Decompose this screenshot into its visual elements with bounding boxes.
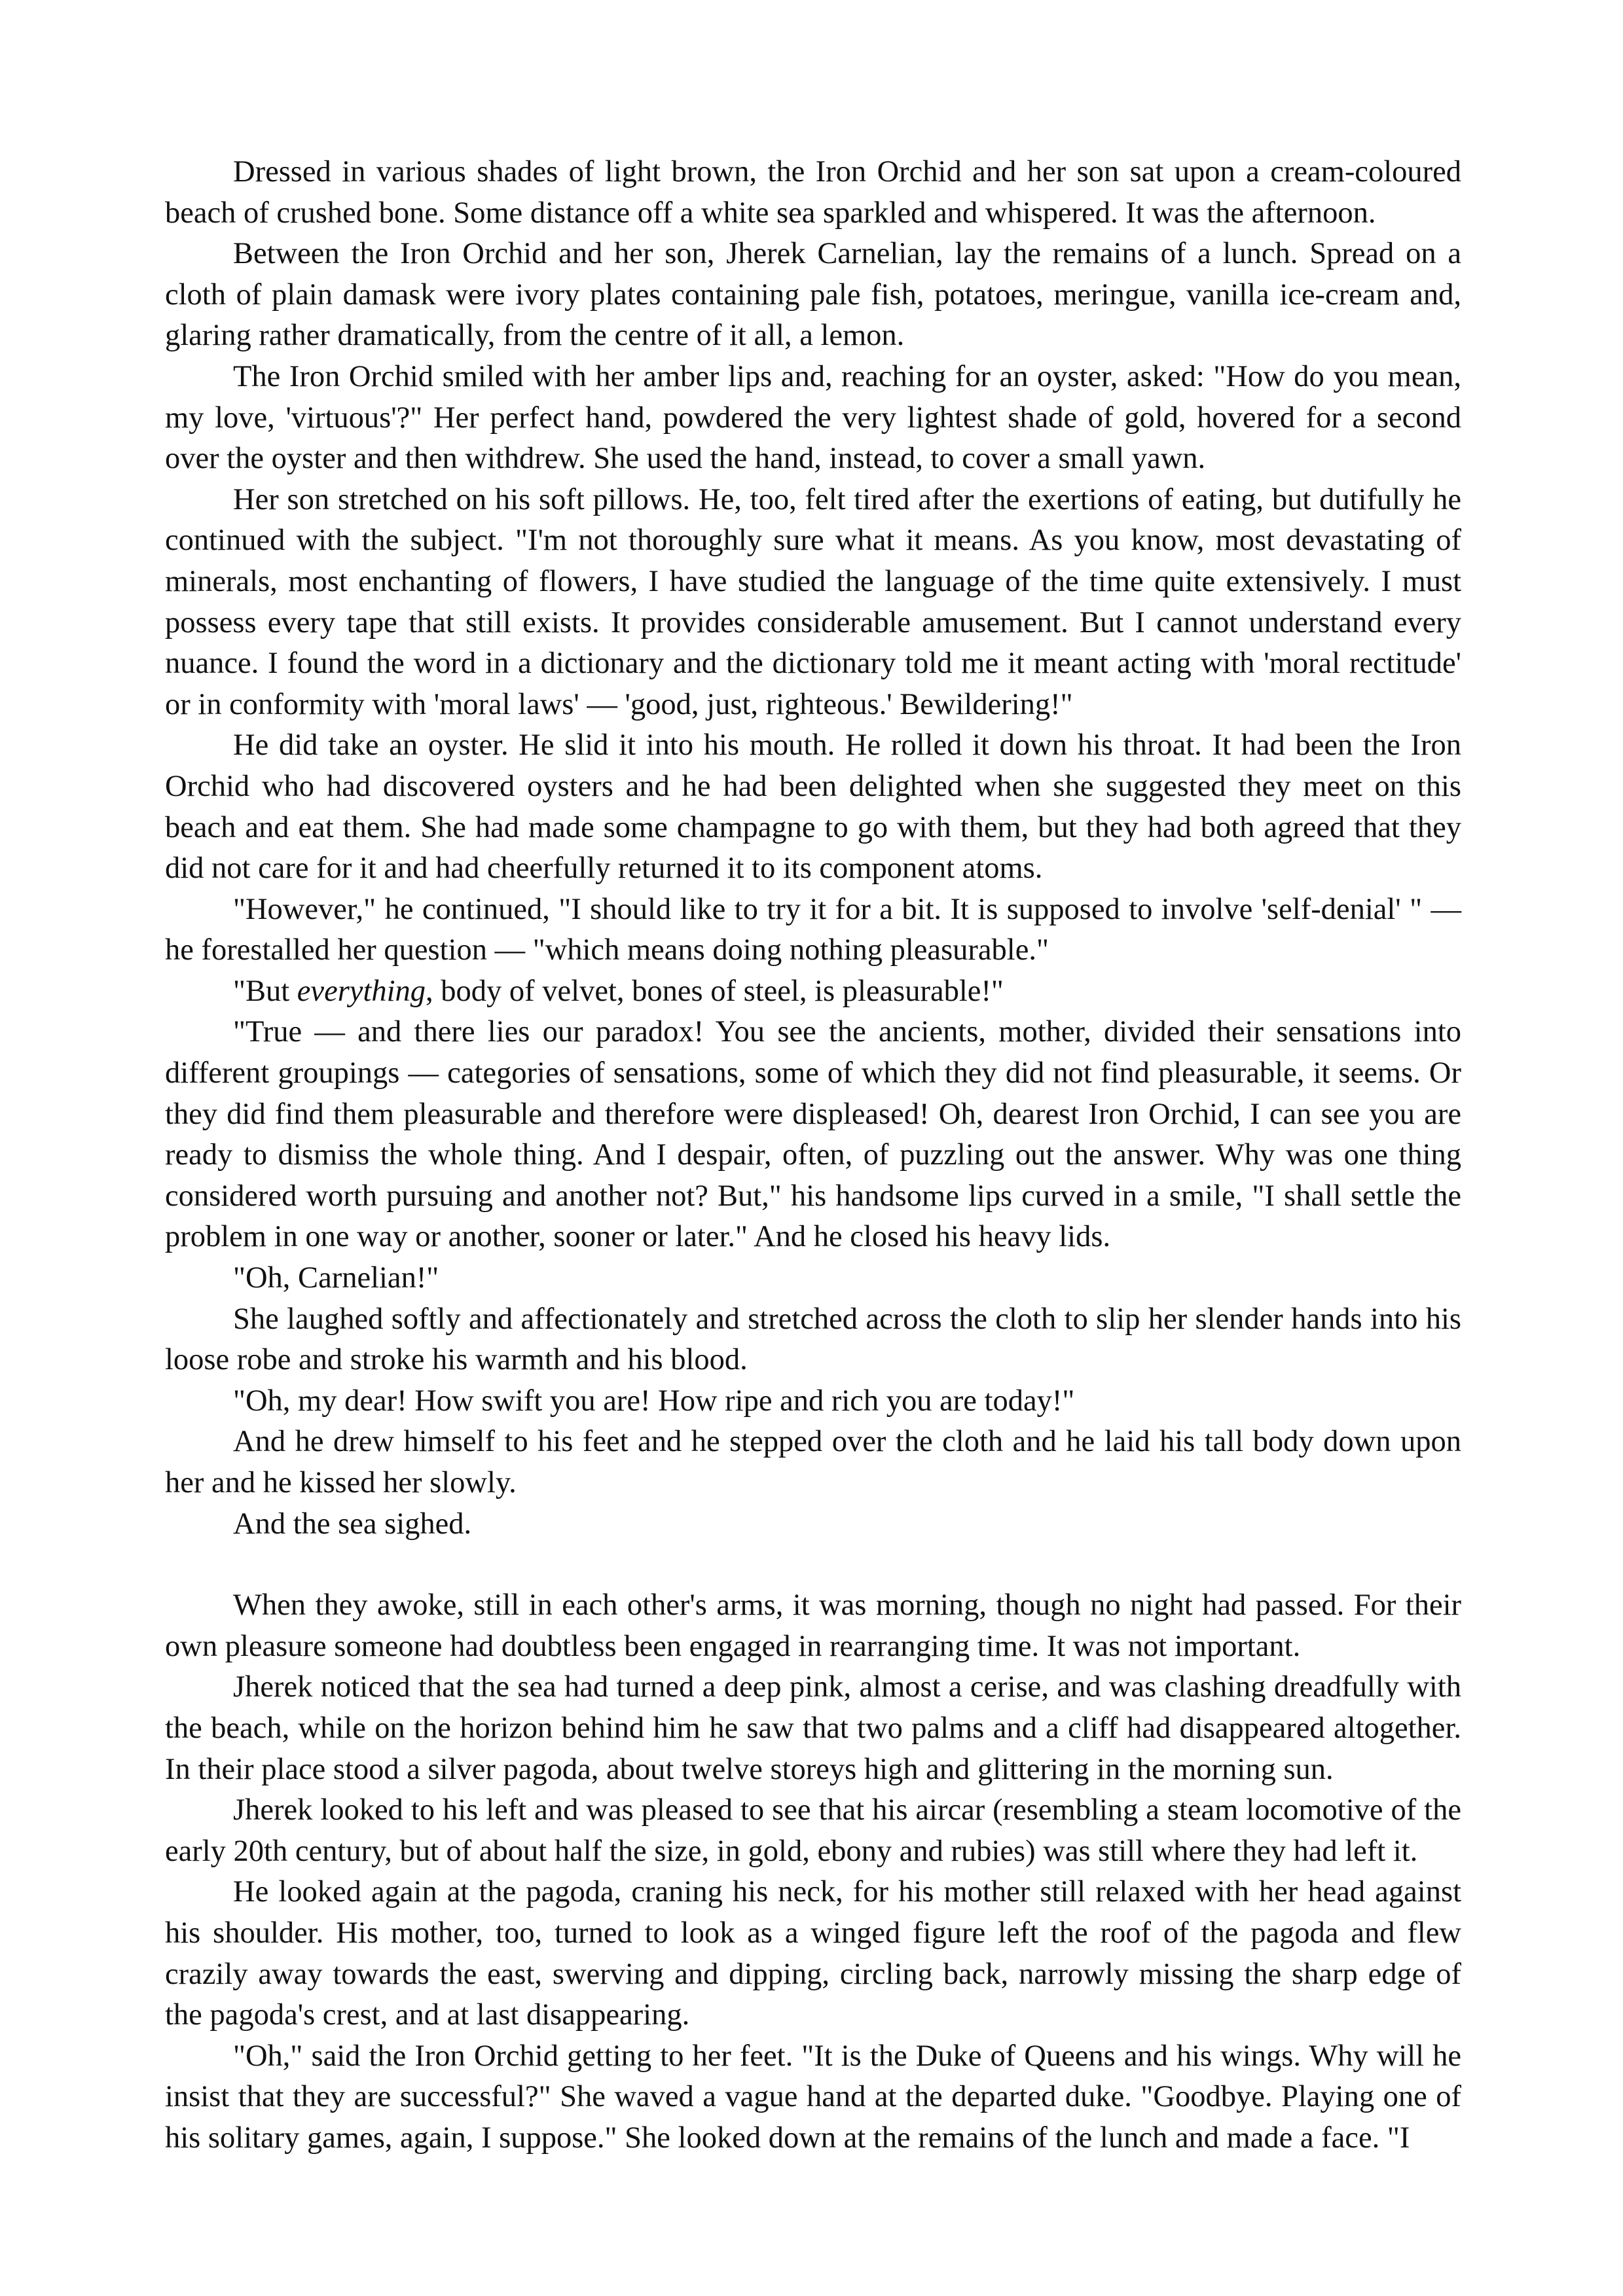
paragraph-text: Her son stretched on his soft pillows. He, too, felt tired after the exertions of eating, but dutifully he continued with the subject. "I'm not thoroughly sure what it means. As you know, most devastating of minerals, most enchanting of flowers, I have studied the language of the time quite extensively. I must possess every tape that still exists. It provides considerable amusement. But I cannot understand every nuance. I found the word in a dictionary and the dictionary told me it meant acting with 'moral rectitude' or in conformity with 'moral laws' — 'good, just, righteous.' Bewildering!" xyxy=(165,482,1461,721)
paragraph xyxy=(165,971,1461,1013)
document-page xyxy=(165,152,1461,2159)
paragraph xyxy=(165,1381,1461,1422)
paragraph-text: The Iron Orchid smiled with her amber lips and, reaching for an oyster, asked: "How do you mean, my love, 'virtuous'?" Her perfect hand, powdered the very lightest shade of gold, hovered for a second over the oyster and then withdrew. She used the hand, instead, to cover a small yawn. xyxy=(165,359,1461,476)
paragraph xyxy=(165,889,1461,971)
paragraph-text: "Oh, Carnelian!" xyxy=(233,1261,439,1295)
paragraph-text: "Oh, my dear! How swift you are! How ripe and rich you are today!" xyxy=(233,1384,1075,1418)
paragraph-text: He did take an oyster. He slid it into his mouth. He rolled it down his throat. It had been the Iron Orchid who had discovered oysters and he had been delighted when she suggested they meet on this beach and eat them. She had made some champagne to go with them, but they had both agreed that they did not care for it and had cheerfully returned it to its component atoms. xyxy=(165,728,1461,886)
paragraph-text: "True — and there lies our paradox! You see the ancients, mother, divided their sensations into different groupings — categories of sensations, some of which they did not find pleasurable, it seems. Or they did find them pleasurable and therefore were displeased! Oh, dearest Iron Orchid, I can see you are ready to dismiss the whole thing. And I despair, often, of puzzling out the answer. Why was one thing considered worth pursuing and another not? But," his handsome lips curved in a smile, "I shall settle the problem in one way or another, sooner or later." And he closed his heavy lids. xyxy=(165,1015,1461,1254)
emphasized-word: everything xyxy=(297,974,426,1008)
paragraph xyxy=(165,1422,1461,1503)
paragraph-text: And he drew himself to his feet and he stepped over the cloth and he laid his tall body down upon her and he kissed her slowly. xyxy=(165,1425,1461,1499)
paragraph xyxy=(165,1504,1461,1545)
paragraph-text: When they awoke, still in each other's arms, it was morning, though no night had passed. For their own pleasure someone had doubtless been engaged in rearranging time. It was not important. xyxy=(165,1588,1461,1663)
paragraph xyxy=(165,1872,1461,2036)
paragraph xyxy=(165,725,1461,889)
paragraph-text: Jherek noticed that the sea had turned a deep pink, almost a cerise, and was clashing dreadfully with the beach, while on the horizon behind him he saw that two palms and a cliff had disappeared altogether. In their place stood a silver pagoda, about twelve storeys high and glittering in the morning sun. xyxy=(165,1670,1461,1786)
paragraph xyxy=(165,1012,1461,1258)
paragraph xyxy=(165,234,1461,357)
paragraph-text: Jherek looked to his left and was pleased to see that his aircar (resembling a steam locomotive of the early 20th century, but of about half the size, in gold, ebony and rubies) was still where they had left it. xyxy=(165,1793,1461,1868)
paragraph xyxy=(165,1585,1461,1667)
paragraph-text: Between the Iron Orchid and her son, Jherek Carnelian, lay the remains of a lunch. Spread on a cloth of plain damask were ivory plates containing pale fish, potatoes, meringue, vanilla ice-cream and, glaring rather dramatically, from the centre of it all, a lemon. xyxy=(165,237,1461,353)
paragraph-text: Dressed in various shades of light brown, the Iron Orchid and her son sat upon a cream-coloured beach of crushed bone. Some distance off a white sea sparkled and whispered. It was the afternoon. xyxy=(165,155,1461,230)
paragraph-text: And the sea sighed. xyxy=(233,1507,472,1541)
paragraph xyxy=(165,480,1461,726)
paragraph-text: "But xyxy=(233,974,297,1008)
paragraph xyxy=(165,2036,1461,2159)
paragraph-text: He looked again at the pagoda, craning his neck, for his mother still relaxed with her head against his shoulder. His mother, too, turned to look as a winged figure left the roof of the pagoda and flew crazily away towards the east, swerving and dipping, circling back, narrowly missing the sharp edge of the pagoda's crest, and at last disappearing. xyxy=(165,1875,1461,2032)
paragraph xyxy=(165,152,1461,234)
paragraph-text: , body of velvet, bones of steel, is pleasurable!" xyxy=(426,974,1004,1008)
paragraph xyxy=(165,357,1461,480)
paragraph xyxy=(165,1299,1461,1381)
paragraph-text: "Oh," said the Iron Orchid getting to her feet. "It is the Duke of Queens and his wings. Why will he insist that they are successful?" She waved a vague hand at the departed duke. "Goodbye. Playing one of his solitary games, again, I suppose." She looked down at the remains of the lunch and made a face. "I xyxy=(165,2039,1461,2155)
paragraph-text: "However," he continued, "I should like to try it for a bit. It is supposed to involve 'self-denial' " — he forestalled her question — "which means doing nothing pleasurable." xyxy=(165,892,1461,967)
paragraph xyxy=(165,1790,1461,1872)
paragraph xyxy=(165,1258,1461,1299)
paragraph-text: She laughed softly and affectionately and stretched across the cloth to slip her slender hands into his loose robe and stroke his warmth and his blood. xyxy=(165,1302,1461,1377)
paragraph xyxy=(165,1667,1461,1790)
